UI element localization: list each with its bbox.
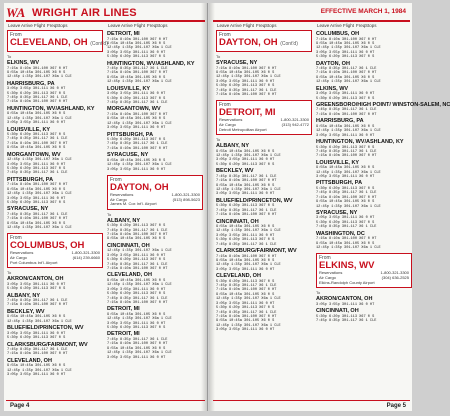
column-header-label: Stops — [265, 23, 277, 28]
destination-heading: SYRACUSE, NY — [7, 206, 49, 213]
flight-row: 12:45p 1:35p 301-107 X6a 1 CLE — [107, 46, 172, 51]
flight-row: 7:45p 8:35p 301-117 X6 1 CLE — [7, 137, 68, 142]
origin-block: From DETROIT, MI Reservations 1-800-321-3300 Air Cargo (313) 942-4772 Detroit Metropolitan Airport — [216, 100, 312, 135]
destination-heading: BLUEFIELD/PRINCETON, WV — [216, 197, 293, 204]
info-text: Reservations — [10, 250, 34, 256]
destination-heading: CINCINNATI, OH — [216, 218, 259, 225]
footer-rule — [6, 400, 205, 401]
flight-row: 5:30p 6:20p 301-113 X67 0 S — [107, 96, 166, 101]
destination-heading: SYRACUSE, NY — [216, 60, 258, 66]
info-text: (Cont'd) — [90, 41, 108, 47]
flight-row: 7:45p 8:35p 301-117 X6 1 CLE — [107, 337, 168, 342]
column-headers-2 — [108, 23, 166, 28]
destination-heading: SYRACUSE, NY — [316, 209, 358, 216]
flight-row: 7:15a 8:10a 301-100 X67 0 HT — [216, 66, 277, 71]
column-header-label: Freq — [256, 23, 266, 28]
column-header-label: Flight — [243, 23, 255, 28]
flight-row: 5:30p 6:20p 301-113 X67 0 S — [316, 96, 375, 101]
page-number: Page 4 — [10, 403, 30, 409]
flight-row: 3:05p 3:55p 301-111 X6 0 HT — [107, 167, 166, 172]
origin-block: From CLEVELAND, OH (Cont'd) — [7, 30, 103, 52]
destination-heading: CINCINNATI, OH — [107, 242, 150, 249]
flight-row: 7:15a 8:10a 301-100 X67 0 HT — [107, 71, 168, 76]
column-headers-2 — [317, 23, 375, 28]
page-4 — [4, 3, 208, 411]
flight-row: 5:30p 6:20p 301-113 X67 0 S — [107, 292, 166, 297]
flight-row: 12:45p 1:35p 301-107 X6a 1 CLE — [107, 351, 172, 356]
flight-row: 12:45p 1:35p 301-107 X6a 1 CLE — [216, 297, 281, 302]
flight-row: 7:15a 8:10a 301-100 X67 0 HT — [316, 71, 377, 76]
flight-row: 5:30p 6:20p 301-113 X67 0 S — [316, 145, 375, 150]
flight-row: 9:55a 10:45a 301-105 X6 0 S — [316, 200, 375, 205]
flight-row: 5:30p 6:20p 301-113 X67 0 S — [216, 84, 275, 89]
origin-city: DETROIT, MI — [219, 107, 276, 119]
flight-row: 7:15a 8:10a 301-100 X67 0 HT — [7, 66, 68, 71]
column-header-label: Arrive — [121, 23, 133, 28]
flight-row: 9:55a 10:45a 301-105 X6 0 S — [107, 41, 166, 46]
flight-row: 3:05p 3:55p 301-111 X6 0 HT — [7, 331, 66, 336]
destination-heading: AKRON/CANTON, OH — [7, 276, 64, 283]
flight-row: 9:55a 10:45a 301-105 X6 0 S — [216, 258, 275, 263]
destination-heading: ELKINS, WV — [316, 85, 349, 92]
flight-row: 3:05p 3:55p 301-111 X6 0 HT — [316, 302, 375, 307]
flight-row: 9:55a 10:45a 301-105 X6 0 S — [7, 364, 66, 369]
flight-row: 12:45p 1:35p 301-107 X6a 1 CLE — [316, 129, 381, 134]
flight-row: 9:55a 10:45a 301-105 X6 0 S — [107, 278, 166, 283]
info-text: (304) 636-2525 — [381, 275, 409, 280]
flight-row: 9:55a 10:45a 301-105 X6 0 S — [216, 292, 275, 297]
flight-row: 9:55a 10:45a 301-105 X6 0 S — [7, 70, 66, 75]
destination-heading: MORGANTOWN, WV — [107, 106, 161, 113]
info-text: (Cont'd) — [280, 41, 298, 47]
column-header-label: Flight — [343, 23, 355, 28]
info-text: (513) 898-5623 — [172, 196, 200, 202]
flight-row: 3:05p 3:55p 301-111 X6 0 HT — [316, 133, 375, 138]
flight-row: 5:30p 6:20p 301-113 X67 0 S — [216, 204, 275, 209]
flight-row: 3:05p 3:55p 301-111 X6 0 HT — [216, 301, 275, 306]
flight-row: 7:45p 8:35p 301-117 X6 1 CLE — [107, 228, 168, 233]
flight-row: 9:55a 10:45a 301-105 X6 0 S — [7, 112, 66, 117]
flight-row: 7:45p 8:35p 301-117 X6 1 CLE — [107, 67, 168, 72]
origin-block: From DAYTON, OH (Cont'd) — [216, 30, 312, 52]
column-header-label: Leave — [217, 23, 230, 28]
flight-row: 3:05p 3:55p 301-111 X6 0 HT — [7, 121, 66, 126]
flight-row: 5:30p 6:20p 301-113 X67 0 S — [216, 279, 275, 284]
footer-rule — [213, 400, 410, 401]
flight-row: 7:15a 8:10a 301-100 X67 0 HT — [216, 288, 277, 293]
flight-row: 9:55a 10:45a 301-105 X6 0 S — [316, 75, 375, 80]
destination-heading: ALBANY, NY — [7, 292, 41, 299]
flight-row: 12:45p 1:35p 301-107 X6a 1 CLE — [7, 319, 72, 324]
flight-row: 3:05p 3:55p 301-111 X6 0 HT — [7, 162, 66, 167]
flight-row: 7:45p 8:35p 301-117 X6 1 CLE — [316, 149, 377, 154]
flight-row: 5:30p 6:20p 301-113 X67 0 S — [107, 55, 166, 60]
flight-row: 7:45p 8:35p 301-117 X6 1 CLE — [107, 142, 168, 147]
destination-heading: ALBANY, NY — [216, 143, 250, 150]
destination-heading: BECKLEY, WV — [216, 168, 254, 175]
flight-row: 12:45p 1:35p 301-107 X6a 1 CLE — [107, 163, 172, 168]
flight-row: 7:15a 8:10a 301-100 X67 0 HT — [7, 100, 68, 105]
destination-heading: PITTSBURGH, PA — [7, 176, 54, 183]
flight-row: 7:45p 8:35p 301-117 X6 1 CLE — [316, 319, 377, 323]
flight-row: 3:05p 3:55p 301-111 X6 0 HT — [316, 216, 375, 221]
origin-block: From DAYTON, OH Reservations 1-800-321-3300 Air Cargo (513) 898-5623 James M. Cox Int'l. Airport — [107, 175, 203, 210]
destination-heading: BECKLEY, WV — [7, 308, 45, 315]
flight-row: 12:45p 1:35p 301-107 X6a 1 CLE — [7, 226, 72, 231]
flight-row: 7:15a 8:10a 301-100 X67 0 HT — [316, 154, 377, 159]
flight-row: 7:45p 8:35p 301-117 X6 1 CLE — [107, 262, 168, 267]
column-headers — [217, 23, 275, 28]
destination-heading: CLEVELAND, OH — [107, 272, 152, 279]
flight-row: 3:05p 3:55p 301-111 X6 0 HT — [107, 253, 166, 258]
flight-row: 5:30p 6:20p 301-113 X67 0 S — [7, 91, 66, 96]
info-text: Reservations — [110, 191, 134, 197]
flight-row: 12:45p 1:35p 301-107 X6a 1 CLE — [107, 283, 172, 288]
flight-row: 7:45p 8:35p 301-117 X6 1 CLE — [216, 88, 277, 93]
flight-row: 9:55a 10:45a 301-105 X6 0 S — [107, 117, 166, 122]
flight-row: 5:30p 6:20p 301-113 X67 0 S — [107, 258, 166, 263]
flight-row: 7:15a 8:10a 301-100 X67 0 HT — [216, 213, 277, 218]
flight-row: 9:55a 10:45a 301-105 X6 0 S — [7, 221, 66, 226]
flight-row: 12:45p 1:35p 301-107 X6a 1 CLE — [107, 80, 172, 85]
flight-row: 9:55a 10:45a 301-105 X6 0 S — [107, 312, 166, 317]
flight-row: 3:05p 3:55p 301-111 X6 0 HT — [216, 328, 275, 333]
flight-row: 5:30p 6:20p 301-113 X67 0 S — [316, 314, 375, 319]
column-header-label: Arrive — [330, 23, 342, 28]
flight-row: 7:15a 8:10a 301-100 X67 0 HT — [7, 141, 68, 146]
flight-row: 5:30p 6:20p 301-113 X67 0 S — [107, 138, 166, 142]
flight-row: 7:15a 8:10a 301-100 X67 0 HT — [316, 112, 377, 117]
flight-row: 7:15a 8:10a 301-100 X67 0 HT — [7, 183, 68, 188]
flight-row: 5:30p 6:20p 301-113 X67 0 S — [216, 162, 275, 167]
flight-row: 5:30p 6:20p 301-113 X67 0 S — [7, 287, 66, 292]
destination-heading: HUNTINGTON, WV/ASHLAND, KY — [7, 105, 95, 112]
flight-row: 12:45p 1:35p 301-107 X6a 1 CLE — [216, 154, 281, 159]
flight-row: 3:05p 3:55p 301-111 X6 0 HT — [216, 79, 275, 84]
column-header-label: Stops — [156, 23, 168, 28]
flight-row: 7:45p 8:35p 301-117 X6 1 CLE — [216, 208, 277, 213]
flight-row: 7:45p 8:35p 301-117 X6 1 CLE — [316, 67, 377, 72]
flight-row: 5:30p 6:20p 301-113 X67 0 S — [7, 336, 66, 341]
destination-heading: CLARKSBURG/FAIRMONT, WV — [7, 341, 88, 348]
info-text: DAYTON, OH — [219, 37, 278, 48]
flight-row: 7:15a 8:10a 301-100 X67 0 HT — [216, 314, 277, 319]
destination-heading: DETROIT, MI — [107, 331, 140, 338]
flight-row: 5:30p 6:20p 301-113 X67 0 S — [107, 326, 166, 331]
column-header-label: Freq — [47, 23, 57, 28]
flight-row: 5:30p 6:20p 301-113 X67 0 S — [7, 200, 66, 205]
flight-row: 9:55a 10:45a 301-105 X6 0 S — [7, 315, 66, 320]
flight-row: 5:30p 6:20p 301-113 X67 0 S — [7, 133, 66, 138]
column-header-label: Flight — [134, 23, 146, 28]
flight-row: 7:45p 8:35p 301-117 X6 1 CLE — [216, 242, 277, 247]
column-header-label: Stops — [365, 23, 377, 28]
flight-row: 9:55a 10:45a 301-105 X6 0 S — [216, 183, 275, 188]
flight-row: 12:45p 1:35p 301-107 X6a 1 CLE — [316, 170, 381, 175]
header-rule — [6, 20, 205, 22]
flight-row: 9:55a 10:45a 301-105 X6 0 S — [316, 124, 375, 129]
flight-row: 7:45p 8:35p 301-117 X6 1 CLE — [107, 100, 168, 105]
column-header-label: Arrive — [230, 23, 242, 28]
flight-row: 7:45p 8:35p 301-117 X6 1 CLE — [7, 299, 68, 304]
flight-row: 12:45p 1:35p 301-107 X6a 1 CLE — [7, 192, 72, 197]
flight-row: 3:05p 3:55p 301-111 X6 0 HT — [216, 267, 275, 272]
flight-row: 3:05p 3:55p 301-111 X6 0 HT — [107, 92, 166, 97]
flight-row: 3:05p 3:55p 301-111 X6 0 HT — [7, 373, 66, 378]
destination-heading: ALBANY, NY — [107, 217, 141, 224]
flight-row: 7:45p 8:35p 301-117 X6 1 CLE — [107, 296, 168, 301]
schedule-column: From CLEVELAND, OH (Cont'd) To ELKINS, WV 7:15a 8:10a 301-100 X67 0 HT 9:55a 10:45a 301-105 X6 0 S 12:45p 1:35p 301-107 X6a 1 CLE HARRISBURG, PA 3:05p 3:55p 301-111 X6 0 HT 5:30p 6:20p 301-113 X67 0 S 7:45p 8:35p 301-117 X6 1 CLE 7:15a 8:10a 301-100 X67 0 HT HUNTINGTON, WV/ASHLAND, KY 9:55a 10:45a 301-105 X6 0 S 12:45p 1:35p 301-107 X6a 1 CLE 3:05p 3:55p 301-111 X6 0 HT LOUISVILLE, KY 5:30p 6:20p 301-113 X67 0 S 7:45p 8:35p 301-117 X6 1 CLE 7:15a 8:10a 301-100 X67 0 HT 9:55a 10:45a 301-105 X6 0 S MORGANTOWN, WV 12:45p 1:35p 301-107 X6a 1 CLE 3:05p 3:55p 301-111 X6 0 HT 5:30p 6:20p 301-113 X67 0 S 7:45p 8:35p 301-117 X6 1 CLE PITTSBURGH, PA 7:15a 8:10a 301-100 X67 0 HT 9:55a 10:45a 301-105 X6 0 S 12:45p 1:35p 301-107 X6a 1 CLE 3:05p 3:55p 301-111 X6 0 HT 5:30p 6:20p 301-113 X67 0 S SYRACUSE, NY 7:45p 8:35p 301-117 X6 1 CLE 7:15a 8:10a 301-100 X67 0 HT 9:55a 10:45a 301-105 X6 0 S 12:45p 1:35p 301-107 X6a 1 CLE From COLUMBUS, OH Reservations 1-800-321-3300 Air Cargo (614) 239-6660 Port Columbus Int'l. Airport To AKRON/CANTON, OH 3:05p 3:55p 301-111 X6 0 HT 5:30p 6:20p 301-113 X67 0 S ALBANY, NY 7:45p 8:35p 301-117 X6 1 CLE 7:15a 8:10a 301-100 X67 0 HT BECKLEY, WV 9:55a 10:45a 301-105 X6 0 S 12:45p 1:35p 301-107 X6a 1 CLE BLUEFIELD/PRINCETON, WV 3:05p 3:55p 301-111 X6 0 HT 5:30p 6:20p 301-113 X67 0 S CLARKSBURG/FAIRMONT, WV 7:45p 8:35p 301-117 X6 1 CLE 7:15a 8:10a 301-100 X67 0 HT CLEVELAND, OH 9:55a 10:45a 301-105 X6 0 S 12:45p 1:35p 301-107 X6a 1 CLE 3:05p 3:55p 301-111 X6 0 HT — [7, 32, 108, 378]
flight-row: 7:15a 8:10a 301-100 X67 0 HT — [216, 92, 277, 97]
info-text: Air Cargo — [110, 196, 127, 202]
flight-row: 9:55a 10:45a 301-105 X6 0 S — [216, 70, 275, 75]
info-text: 1-800-321-3300 — [280, 117, 309, 123]
flight-row: 5:30p 6:20p 301-113 X67 0 S — [216, 306, 275, 311]
flight-row: 3:05p 3:55p 301-111 X6 0 HT — [316, 50, 375, 55]
flight-row: 7:15a 8:10a 301-100 X67 0 HT — [107, 233, 168, 238]
info-text: Reservations — [319, 270, 343, 276]
flight-row: 9:55a 10:45a 301-105 X6 0 S — [7, 187, 66, 192]
flight-row: 7:15a 8:10a 301-100 X67 0 HT — [316, 195, 377, 200]
schedule-column: COLUMBUS, OH 7:15a 8:10a 301-100 X67 0 HT 9:55a 10:45a 301-105 X6 0 S 12:45p 1:35p 301-107 X6a 1 CLE 3:05p 3:55p 301-111 X6 0 HT 5:30p 6:20p 301-113 X67 0 S DAYTON, OH 7:45p 8:35p 301-117 X6 1 CLE 7:15a 8:10a 301-100 X67 0 HT 9:55a 10:45a 301-105 X6 0 S 12:45p 1:35p 301-107 X6a 1 CLE ELKINS, WV 3:05p 3:55p 301-111 X6 0 HT 5:30p 6:20p 301-113 X67 0 S GREENSBORO/HIGH POINT/ WINSTON-SALEM, NC 7:45p 8:35p 301-117 X6 1 CLE 7:15a 8:10a 301-100 X67 0 HT HARRISBURG, PA 9:55a 10:45a 301-105 X6 0 S 12:45p 1:35p 301-107 X6a 1 CLE 3:05p 3:55p 301-111 X6 0 HT HUNTINGTON, WV/ASHLAND, KY 5:30p 6:20p 301-113 X67 0 S 7:45p 8:35p 301-117 X6 1 CLE 7:15a 8:10a 301-100 X67 0 HT LOUISVILLE, KY 9:55a 10:45a 301-105 X6 0 S 12:45p 1:35p 301-107 X6a 1 CLE 3:05p 3:55p 301-111 X6 0 HT PITTSBURGH, PA 5:30p 6:20p 301-113 X67 0 S 7:45p 8:35p 301-117 X6 1 CLE 7:15a 8:10a 301-100 X67 0 HT 9:55a 10:45a 301-105 X6 0 S 12:45p 1:35p 301-107 X6a 1 CLE SYRACUSE, NY 3:05p 3:55p 301-111 X6 0 HT 5:30p 6:20p 301-113 X67 0 S 7:45p 8:35p 301-117 X6 1 CLE WASHINGTON, DC 7:15a 8:10a 301-100 X67 0 HT 9:55a 10:45a 301-105 X6 0 S 12:45p 1:35p 301-107 X6a 1 CLE From ELKINS, WV Reservations 1-800-321-3300 Air Cargo (304) 636-2525 Elkins-Randolph County Airport To AKRON/CANTON, OH 3:05p 3:55p 301-111 X6 0 HT CINCINNATI, OH 5:30p 6:20p 301-113 X67 0 S 7:45p 8:35p 301-117 X6 1 CLE — [316, 31, 450, 323]
destination-heading: PITTSBURGH, PA — [107, 131, 154, 138]
destination-heading: HARRISBURG, PA — [316, 118, 364, 125]
airline-header — [6, 6, 205, 19]
flight-row: 3:05p 3:55p 301-111 X6 0 HT — [107, 50, 166, 55]
flight-row: 3:05p 3:55p 301-111 X6 0 HT — [7, 87, 66, 92]
flight-row: 3:05p 3:55p 301-111 X6 0 HT — [216, 158, 275, 163]
destination-heading: COLUMBUS, OH — [316, 31, 360, 37]
flight-row: 5:30p 6:20p 301-113 X67 0 S — [316, 220, 375, 225]
flight-row: 12:45p 1:35p 301-107 X6a 1 CLE — [107, 121, 172, 126]
destination-heading: ELKINS, WV — [7, 60, 40, 66]
flight-row: 3:05p 3:55p 301-111 X6 0 HT — [316, 92, 375, 97]
destination-heading: AKRON/CANTON, OH — [316, 296, 373, 303]
flight-row: 9:55a 10:45a 301-105 X6 0 S — [7, 146, 66, 151]
flight-row: 7:15a 8:10a 301-100 X67 0 HT — [107, 112, 168, 117]
info-text: 1-800-321-3300 — [171, 191, 200, 197]
flight-row: 12:45p 1:35p 301-107 X6a 1 CLE — [7, 116, 72, 121]
flight-row: 7:45p 8:35p 301-117 X6 1 CLE — [216, 284, 277, 289]
flight-row: 7:15a 8:10a 301-100 X67 0 HT — [107, 37, 168, 42]
flight-row: 9:55a 10:45a 301-105 X6 0 S — [216, 319, 275, 324]
destination-heading: BLUEFIELD/PRINCETON, WV — [7, 325, 84, 332]
flight-row: 7:45p 8:35p 301-117 X6 1 CLE — [316, 225, 377, 230]
destination-heading: DETROIT, MI — [107, 31, 140, 37]
flight-row: 9:55a 10:45a 301-105 X6 0 S — [316, 241, 375, 246]
flight-row: 7:45p 8:35p 301-117 X6 1 CLE — [7, 212, 68, 217]
airline-logo: WA — [6, 5, 26, 20]
destination-heading: WASHINGTON, DC — [316, 230, 365, 237]
flight-row: 12:45p 1:35p 301-107 X6a 1 CLE — [216, 323, 281, 328]
flight-row: 3:05p 3:55p 301-111 X6 0 HT — [216, 192, 275, 197]
destination-heading: HUNTINGTON, WV/ASHLAND, KY — [316, 139, 404, 145]
flight-row: 9:55a 10:45a 301-105 X6 0 S — [107, 75, 166, 80]
flight-row: 7:15a 8:10a 301-100 X67 0 HT — [316, 237, 377, 242]
flight-row: 9:55a 10:45a 301-105 X6 0 S — [216, 149, 275, 154]
page-number: Page 5 — [386, 403, 406, 409]
destination-heading: LOUISVILLE, KY — [7, 126, 51, 133]
destination-heading: GREENSBORO/HIGH POINT/ WINSTON-SALEM, NC — [316, 101, 450, 108]
flight-row: 7:15a 8:10a 301-100 X67 0 HT — [107, 300, 168, 305]
destination-heading: HARRISBURG, PA — [7, 80, 55, 87]
flight-row: 7:45p 8:35p 301-117 X6 1 CLE — [7, 171, 68, 176]
flight-row: 7:15a 8:10a 301-100 X67 0 HT — [7, 303, 68, 308]
flight-row: 7:45p 8:35p 301-117 X6 1 CLE — [316, 191, 377, 196]
flight-row: 7:15a 8:10a 301-100 X67 0 HT — [7, 217, 68, 222]
flight-row: 12:45p 1:35p 301-107 X6a 1 CLE — [216, 75, 281, 80]
flight-row: 7:45p 8:35p 301-117 X6 1 CLE — [216, 174, 277, 179]
flight-row: 12:45p 1:35p 301-107 X6a 1 CLE — [316, 246, 381, 250]
flight-row: 12:45p 1:35p 301-107 X6a 1 CLE — [7, 75, 72, 80]
destination-heading: LOUISVILLE, KY — [107, 85, 151, 92]
flight-row: 9:55a 10:45a 301-105 X6 0 S — [107, 346, 166, 351]
destination-heading: CLEVELAND, OH — [216, 273, 261, 280]
flight-row: 5:30p 6:20p 301-113 X67 0 S — [316, 55, 375, 60]
flight-row: 12:45p 1:35p 301-107 X6a 1 CLE — [316, 80, 381, 85]
flight-row: 12:45p 1:35p 301-107 X6a 1 CLE — [7, 158, 72, 163]
destination-heading: CINCINNATI, OH — [316, 308, 359, 315]
flight-row: 7:45p 8:35p 301-117 X6 1 CLE — [316, 108, 377, 113]
flight-row: 7:15a 8:10a 301-100 X67 0 HT — [7, 352, 68, 357]
flight-row: 12:45p 1:35p 301-107 X6a 1 CLE — [7, 368, 72, 373]
flight-row: 7:45p 8:35p 301-117 X6 1 CLE — [216, 310, 277, 315]
flight-row: 3:05p 3:55p 301-111 X6 0 HT — [107, 126, 166, 131]
destination-heading: MORGANTOWN, WV — [7, 151, 61, 158]
column-header-label: Arrive — [21, 23, 33, 28]
flight-row: 9:55a 10:45a 301-105 X6 0 S — [107, 158, 166, 163]
info-text: (614) 239-6660 — [72, 255, 100, 261]
flight-row: 12:45p 1:35p 301-107 X6a 1 CLE — [316, 204, 381, 209]
origin-city: ELKINS, WV — [319, 260, 375, 272]
flight-row: 9:55a 10:45a 301-105 X6 0 S — [216, 225, 275, 229]
flight-row: 3:05p 3:55p 301-111 X6 0 HT — [107, 321, 166, 326]
flight-row: 7:15a 8:10a 301-100 X67 0 HT — [107, 342, 168, 347]
page-5 — [209, 3, 450, 411]
origin-block: From ELKINS, WV Reservations 1-800-321-3300 Air Cargo (304) 636-2525 Elkins-Randolph County Airport — [316, 253, 412, 288]
destination-heading: DETROIT, MI — [107, 306, 140, 313]
flight-row: 7:15a 8:10a 301-100 X67 0 HT — [216, 179, 277, 184]
flight-row: 9:55a 10:45a 301-105 X6 0 S — [107, 237, 166, 242]
destination-heading: LOUISVILLE, KY — [316, 159, 360, 166]
flight-row: 3:05p 3:55p 301-111 X6 0 HT — [216, 233, 275, 238]
destination-heading: HUNTINGTON, WV/ASHLAND, KY — [107, 60, 195, 67]
destination-heading: DAYTON, OH — [316, 60, 350, 67]
flight-row: 3:05p 3:55p 301-111 X6 0 HT — [7, 196, 66, 201]
column-header-label: Leave — [108, 23, 121, 28]
flight-row: 12:45p 1:35p 301-107 X6a 1 CLE — [107, 317, 172, 322]
flight-row: 12:45p 1:35p 301-107 X6a 1 CLE — [316, 46, 381, 51]
effective-date: EFFECTIVE MARCH 1, 1984 — [320, 8, 406, 15]
column-header-label: Freq — [147, 23, 157, 28]
info-text: (313) 942-4772 — [281, 121, 309, 127]
info-text: 1-800-321-3300 — [380, 270, 409, 276]
flight-row: 7:15a 8:10a 301-100 X67 0 HT — [316, 37, 377, 42]
flight-row: 7:15a 8:10a 301-100 X67 0 HT — [107, 146, 168, 151]
info-text: CLEVELAND, OH — [10, 37, 88, 48]
destination-heading: SYRACUSE, NY — [107, 152, 149, 159]
schedule-column: From DAYTON, OH (Cont'd) To SYRACUSE, NY 7:15a 8:10a 301-100 X67 0 HT 9:55a 10:45a 301-105 X6 0 S 12:45p 1:35p 301-107 X6a 1 CLE 3:05p 3:55p 301-111 X6 0 HT 5:30p 6:20p 301-113 X67 0 S 7:45p 8:35p 301-117 X6 1 CLE 7:15a 8:10a 301-100 X67 0 HT From DETROIT, MI Reservations 1-800-321-3300 Air Cargo (313) 942-4772 Detroit Metropolitan Airport To ALBANY, NY 9:55a 10:45a 301-105 X6 0 S 12:45p 1:35p 301-107 X6a 1 CLE 3:05p 3:55p 301-111 X6 0 HT 5:30p 6:20p 301-113 X67 0 S BECKLEY, WV 7:45p 8:35p 301-117 X6 1 CLE 7:15a 8:10a 301-100 X67 0 HT 9:55a 10:45a 301-105 X6 0 S 12:45p 1:35p 301-107 X6a 1 CLE 3:05p 3:55p 301-111 X6 0 HT BLUEFIELD/PRINCETON, WV 5:30p 6:20p 301-113 X67 0 S 7:45p 8:35p 301-117 X6 1 CLE 7:15a 8:10a 301-100 X67 0 HT CINCINNATI, OH 9:55a 10:45a 301-105 X6 0 S 12:45p 1:35p 301-107 X6a 1 CLE 3:05p 3:55p 301-111 X6 0 HT 5:30p 6:20p 301-113 X67 0 S 7:45p 8:35p 301-117 X6 1 CLE CLARKSBURG/FAIRMONT, WV 7:15a 8:10a 301-100 X67 0 HT 9:55a 10:45a 301-105 X6 0 S 12:45p 1:35p 301-107 X6a 1 CLE 3:05p 3:55p 301-111 X6 0 HT CLEVELAND, OH 5:30p 6:20p 301-113 X67 0 S 7:45p 8:35p 301-117 X6 1 CLE 7:15a 8:10a 301-100 X67 0 HT 9:55a 10:45a 301-105 X6 0 S 12:45p 1:35p 301-107 X6a 1 CLE 3:05p 3:55p 301-111 X6 0 HT 5:30p 6:20p 301-113 X67 0 S 7:45p 8:35p 301-117 X6 1 CLE 7:15a 8:10a 301-100 X67 0 HT 9:55a 10:45a 301-105 X6 0 S 12:45p 1:35p 301-107 X6a 1 CLE 3:05p 3:55p 301-111 X6 0 HT — [216, 30, 312, 399]
flight-row: 3:05p 3:55p 301-111 X6 0 HT — [107, 355, 166, 360]
flight-row: 7:45p 8:35p 301-117 X6 1 CLE — [7, 348, 68, 352]
destination-heading: CLARKSBURG/FAIRMONT, WV — [216, 248, 297, 255]
column-header-label: Freq — [356, 23, 366, 28]
flight-row: 5:30p 6:20p 301-113 X67 0 S — [216, 238, 275, 243]
flight-row: 12:45p 1:35p 301-107 X6a 1 CLE — [216, 229, 281, 234]
info-text: 1-800-321-3300 — [71, 250, 100, 256]
flight-row: 3:05p 3:55p 301-111 X6 0 HT — [316, 175, 375, 180]
column-header-label: Leave — [317, 23, 330, 28]
flight-row: 7:15a 8:10a 301-100 X67 0 HT — [216, 254, 277, 259]
flight-row: 9:55a 10:45a 301-105 X6 0 S — [316, 41, 375, 46]
column-headers — [8, 23, 66, 28]
column-header-label: Leave — [8, 23, 21, 28]
destination-heading: CLEVELAND, OH — [7, 357, 52, 364]
destination-heading: PITTSBURGH, PA — [316, 180, 363, 187]
flight-row: 3:05p 3:55p 301-111 X6 0 HT — [7, 282, 66, 287]
airline-name: WRIGHT AIR LINES — [32, 7, 137, 19]
info-text: Air Cargo — [319, 275, 336, 280]
flight-row: 7:15a 8:10a 301-100 X67 0 HT — [107, 266, 168, 271]
origin-city — [219, 38, 309, 49]
flight-row: 3:05p 3:55p 301-111 X6 0 HT — [107, 287, 166, 292]
flight-row: 12:45p 1:35p 301-107 X6a 1 CLE — [107, 249, 172, 254]
info-text: Reservations — [219, 117, 243, 123]
origin-city: COLUMBUS, OH — [10, 240, 85, 252]
info-text: Air Cargo — [219, 121, 236, 127]
header-rule — [213, 20, 410, 22]
flight-row: 12:45p 1:35p 301-107 X6a 1 CLE — [216, 187, 281, 192]
flight-row: 9:55a 10:45a 301-105 X6 0 S — [316, 166, 375, 171]
column-header-label: Stops — [56, 23, 68, 28]
flight-row: 5:30p 6:20p 301-113 X67 0 S — [107, 224, 166, 229]
flight-row: 12:45p 1:35p 301-107 X6a 1 CLE — [216, 263, 281, 268]
origin-block: From COLUMBUS, OH Reservations 1-800-321-3300 Air Cargo (614) 239-6660 Port Columbus Int'l. Airport — [7, 233, 103, 268]
flight-row: 5:30p 6:20p 301-113 X67 0 S — [316, 186, 375, 191]
origin-city — [10, 37, 108, 49]
flight-row: 5:30p 6:20p 301-113 X67 0 S — [7, 167, 66, 171]
origin-city: DAYTON, OH — [110, 181, 169, 193]
column-header-label: Flight — [34, 23, 46, 28]
schedule-column: DETROIT, MI 7:15a 8:10a 301-100 X67 0 HT 9:55a 10:45a 301-105 X6 0 S 12:45p 1:35p 301-107 X6a 1 CLE 3:05p 3:55p 301-111 X6 0 HT 5:30p 6:20p 301-113 X67 0 S HUNTINGTON, WV/ASHLAND, KY 7:45p 8:35p 301-117 X6 1 CLE 7:15a 8:10a 301-100 X67 0 HT 9:55a 10:45a 301-105 X6 0 S 12:45p 1:35p 301-107 X6a 1 CLE LOUISVILLE, KY 3:05p 3:55p 301-111 X6 0 HT 5:30p 6:20p 301-113 X67 0 S 7:45p 8:35p 301-117 X6 1 CLE MORGANTOWN, WV 7:15a 8:10a 301-100 X67 0 HT 9:55a 10:45a 301-105 X6 0 S 12:45p 1:35p 301-107 X6a 1 CLE 3:05p 3:55p 301-111 X6 0 HT PITTSBURGH, PA 5:30p 6:20p 301-113 X67 0 S 7:45p 8:35p 301-117 X6 1 CLE 7:15a 8:10a 301-100 X67 0 HT SYRACUSE, NY 9:55a 10:45a 301-105 X6 0 S 12:45p 1:35p 301-107 X6a 1 CLE 3:05p 3:55p 301-111 X6 0 HT From DAYTON, OH Reservations 1-800-321-3300 Air Cargo (513) 898-5623 James M. Cox Int'l. Airport To ALBANY, NY 5:30p 6:20p 301-113 X67 0 S 7:45p 8:35p 301-117 X6 1 CLE 7:15a 8:10a 301-100 X67 0 HT 9:55a 10:45a 301-105 X6 0 S CINCINNATI, OH 12:45p 1:35p 301-107 X6a 1 CLE 3:05p 3:55p 301-111 X6 0 HT 5:30p 6:20p 301-113 X67 0 S 7:45p 8:35p 301-117 X6 1 CLE 7:15a 8:10a 301-100 X67 0 HT CLEVELAND, OH 9:55a 10:45a 301-105 X6 0 S 12:45p 1:35p 301-107 X6a 1 CLE 3:05p 3:55p 301-111 X6 0 HT 5:30p 6:20p 301-113 X67 0 S 7:45p 8:35p 301-117 X6 1 CLE 7:15a 8:10a 301-100 X67 0 HT DETROIT, MI 9:55a 10:45a 301-105 X6 0 S 12:45p 1:35p 301-107 X6a 1 CLE 3:05p 3:55p 301-111 X6 0 HT 5:30p 6:20p 301-113 X67 0 S DETROIT, MI 7:45p 8:35p 301-117 X6 1 CLE 7:15a 8:10a 301-100 X67 0 HT 9:55a 10:45a 301-105 X6 0 S 12:45p 1:35p 301-107 X6a 1 CLE 3:05p 3:55p 301-111 X6 0 HT — [107, 30, 203, 399]
flight-row: 7:45p 8:35p 301-117 X6 1 CLE — [7, 96, 68, 101]
info-text: Air Cargo — [10, 255, 27, 261]
page-gutter-shadow — [209, 3, 215, 411]
